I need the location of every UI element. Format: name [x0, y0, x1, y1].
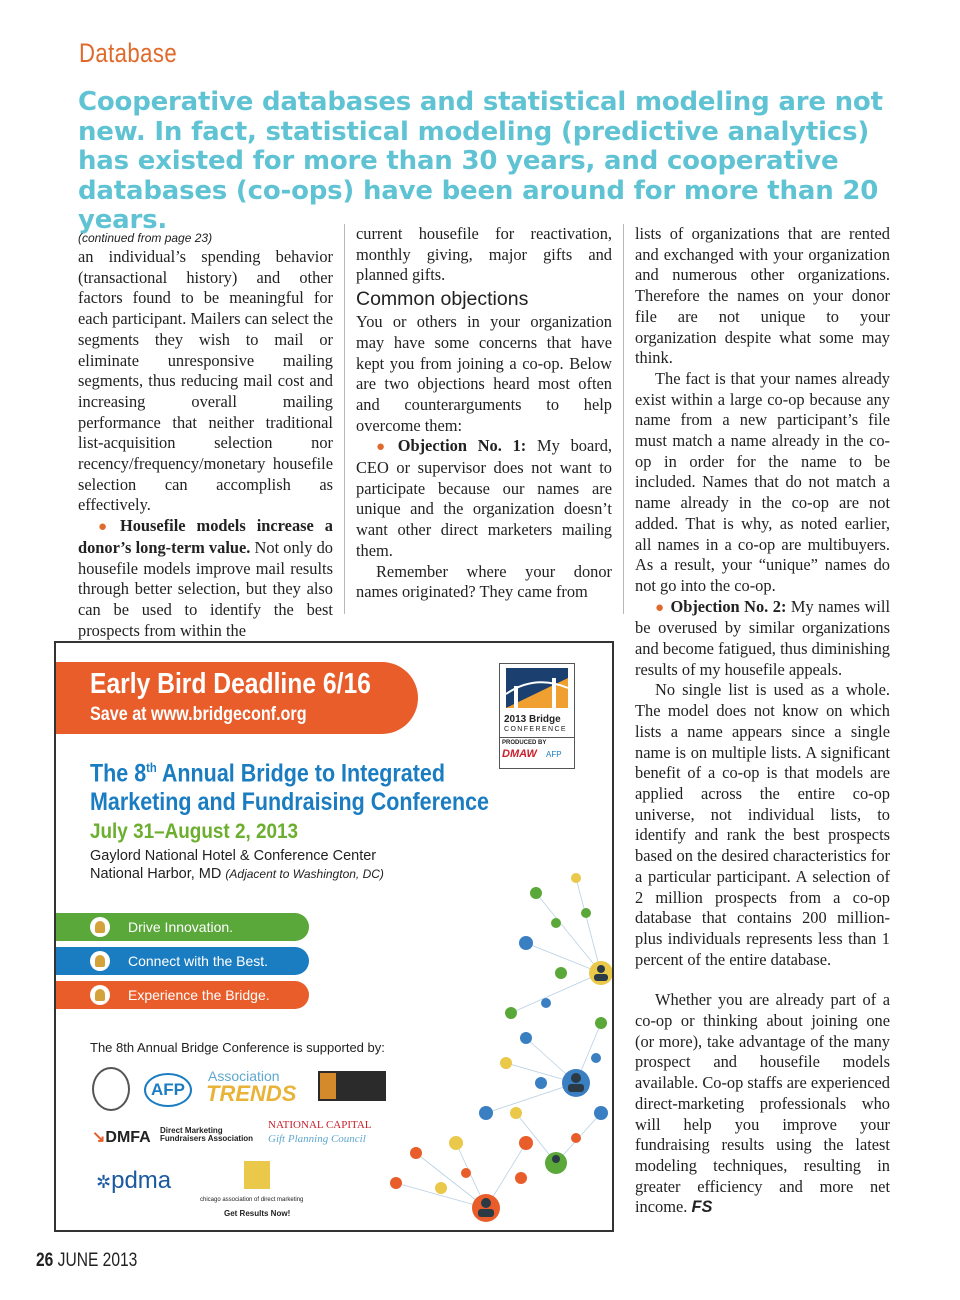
logo-conference: CONFERENCE	[504, 726, 568, 733]
page-folio	[36, 1250, 137, 1272]
bullet-lead: Objection No. 2:	[670, 596, 787, 616]
cadm-logo-mark	[244, 1161, 270, 1189]
paragraph: You or others in your organization may have some concerns that have kept you from joining a co-op. Below are two objections heard most often and counterarguments to help overcome them:	[356, 312, 612, 435]
early-bird-banner[interactable]	[56, 662, 418, 734]
person-icon	[90, 985, 110, 1005]
ncgpc-logo: NATIONAL CAPITAL	[268, 1119, 372, 1131]
issue-date: JUNE 2013	[57, 1250, 138, 1271]
column-divider	[623, 224, 624, 614]
afp-logo: AFP	[144, 1073, 192, 1107]
conference-advertisement[interactable]	[54, 641, 614, 1232]
supported-by-label: The 8th Annual Bridge Conference is supported by:	[90, 1040, 385, 1055]
bullet-lead: Housefile models increase a donor’s long-term value.	[78, 516, 333, 557]
pill-connect[interactable]: Connect with the Best.	[56, 947, 309, 975]
article-column-3	[635, 224, 890, 1218]
association-trends-logo: TRENDS	[206, 1081, 297, 1106]
bridge-conference-logo	[499, 663, 575, 769]
bullet-paragraph	[356, 436, 612, 561]
bullet-icon: ●	[98, 519, 114, 536]
logo-year: 2013 Bridge	[504, 714, 561, 725]
bullet-text: Not only do housefile models improve mail results through better selection, but they also can be used to identify the best prospects from within the	[78, 537, 333, 640]
pill-experience[interactable]: Experience the Bridge.	[56, 981, 309, 1009]
subheading: Common objections	[356, 288, 529, 311]
bullet-icon: ●	[655, 599, 665, 616]
conference-title: The 8th Annual Bridge to Integrated Marketing and Fundraising Conference	[90, 759, 489, 817]
article-column-2	[356, 224, 612, 603]
paragraph: lists of organizations that are rented and exchanged with your organization and numerous other organizations. Therefore the names on your donor file are not unique to your organization despite what some may think.	[635, 224, 890, 368]
person-icon	[90, 917, 110, 937]
conference-venue: Gaylord National Hotel & Conference Center National Harbor, MD (Adjacent to Washington, DC)	[90, 848, 384, 882]
registration-url[interactable]: Save at www.bridgeconf.org	[90, 704, 307, 725]
bullet-icon: ●	[376, 439, 392, 456]
section-label: Database	[79, 38, 178, 68]
dmfa-subtitle: Direct Marketing Fundraisers Association	[160, 1126, 254, 1143]
paragraph: current housefile for reactivation, monthly giving, major gifts and planned gifts.	[356, 224, 612, 285]
page-number: 26	[36, 1250, 54, 1271]
dcad-logo	[318, 1071, 386, 1101]
paragraph: No single list is used as a whole. The model does not know on which lists a name appears since a single name is on multiple lists. A significant benefit of a co-op is that models are applied across the entire co-op universe, not individual lists, to identify and rank the best prospects based on the desired characteristics for a particular participant. A selection of 2 million prospects from a co-op database that contains 200 million-plus individuals represents less than 1 percent of the entire database.	[635, 680, 890, 969]
bullet-text: My board, CEO or supervisor does not want to participate because our names are unique and the organization doesn’t want other direct marketers mailing them.	[356, 436, 612, 560]
dmaw-logo: DMAW	[502, 748, 537, 760]
person-icon	[90, 951, 110, 971]
ncgpc-logo-subtitle: Gift Planning Council	[268, 1133, 366, 1145]
cadm-tagline: Get Results Now!	[224, 1209, 291, 1218]
paragraph: an individual’s spending behavior (transactional history) and other factors found to be meaningful for each participant. Mailers can select the segments they wish to mail or eliminate unresponsive mailing segments, thus reducing mail cost and increasing overall mailing performance that neither traditional list-acquisition selection nor recency/frequency/monetary housefile selection can accomplish as effectively.	[78, 247, 333, 515]
conference-dates: July 31–August 2, 2013	[90, 820, 299, 843]
divider	[500, 737, 574, 738]
paragraph: Remember where your donor names originated? They came from	[356, 561, 612, 602]
pill-drive-innovation[interactable]: Drive Innovation.	[56, 913, 309, 941]
headline: Cooperative databases and statistical modeling are not new. In fact, statistical modeling (predictive analytics) has existed for more than 30 years, and cooperative databases (co-ops) have been around for more than 20 years.	[78, 87, 883, 235]
column-divider	[344, 224, 345, 614]
bullet-text: My names will be overused by similar organizations and become fatigued, thus diminishing results of my housefile appeals.	[635, 596, 890, 679]
bullet-paragraph	[635, 597, 890, 681]
paragraph: Whether you are already part of a co-op or thinking about joining one (or more), take advantage of the many prospect and housefile models available. Co-op staffs are experienced direct-marketing professionals who will help you improve your fundraising results using the latest modeling techniques, resulting in greater efficiency and more net income. FS	[635, 990, 890, 1217]
ncdc-seal-logo	[92, 1067, 130, 1111]
logo-produced-by: PRODUCED BY	[502, 740, 547, 746]
cadm-logo-name: chicago association of direct marketing	[200, 1197, 304, 1203]
bullet-paragraph	[78, 516, 333, 641]
end-mark: FS	[691, 1198, 713, 1217]
dmfa-logo: ↘DMFA	[92, 1129, 151, 1146]
continued-note: (continued from page 23)	[78, 231, 213, 245]
early-bird-deadline: Early Bird Deadline 6/16	[90, 668, 371, 700]
pdma-logo: ✲pdma	[96, 1167, 172, 1194]
bridge-icon	[500, 664, 574, 714]
bullet-lead: Objection No. 1:	[397, 436, 527, 456]
paragraph: The fact is that your names already exist within a large co-op because any name from a new participant’s file must match a name already in the co-op in order for the name to be included. Names that do not match a name already in the co-op are not added. That is why, as noted earlier, all names in a co-op are multibuyers. As a result, your “unique” names do not go into the co-op.	[635, 368, 890, 595]
afp-logo-small: AFP	[546, 750, 562, 759]
association-trends-logo-top: Association	[208, 1068, 280, 1084]
article-column-1	[78, 229, 333, 641]
